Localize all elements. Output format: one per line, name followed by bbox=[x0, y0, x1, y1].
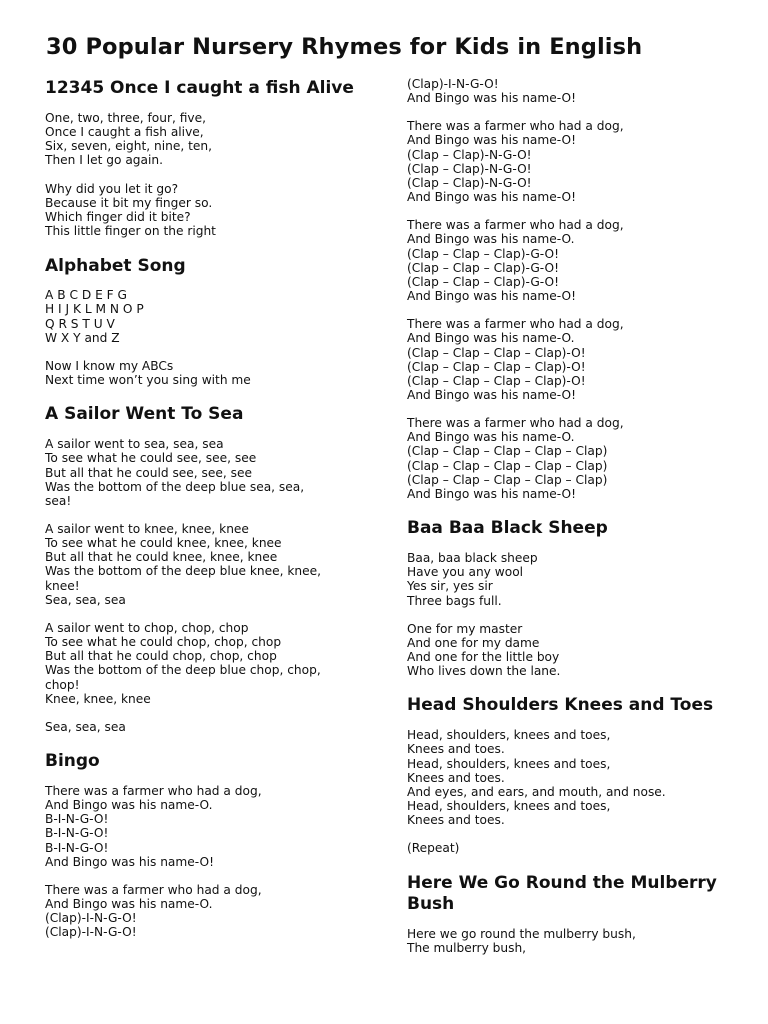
verse-line: But all that he could knee, knee, knee bbox=[45, 550, 278, 565]
rhyme-heading: Head Shoulders Knees and Toes bbox=[407, 695, 714, 716]
verse-line: (Clap – Clap – Clap – Clap)-O! bbox=[407, 373, 586, 388]
verse-line: (Clap – Clap – Clap)-G-O! bbox=[407, 260, 559, 275]
verse-line: Why did you let it go? bbox=[45, 181, 179, 196]
verse-paragraph bbox=[407, 416, 737, 501]
verse-line: Sea, sea, sea bbox=[45, 592, 126, 607]
verse-line: And Bingo was his name-O! bbox=[45, 854, 214, 869]
verse-line: And Bingo was his name-O! bbox=[407, 486, 576, 501]
verse-line: Yes sir, yes sir bbox=[407, 579, 493, 594]
verse-line: B-I-N-G-O! bbox=[45, 826, 109, 841]
verse-line: There was a farmer who had a dog, bbox=[45, 882, 262, 897]
verse-paragraph bbox=[407, 728, 737, 827]
verse-line: And Bingo was his name-O! bbox=[407, 91, 576, 106]
verse-line: Knee, knee, knee bbox=[45, 691, 151, 706]
verse-line: (Clap – Clap)-N-G-O! bbox=[407, 161, 532, 176]
verse-line: There was a farmer who had a dog, bbox=[407, 119, 624, 134]
verse-line: (Clap – Clap)-N-G-O! bbox=[407, 175, 532, 190]
verse-line: Next time won’t you sing with me bbox=[45, 373, 251, 388]
verse-line: H I J K L M N O P bbox=[45, 302, 144, 317]
verse-line: (Clap – Clap – Clap – Clap – Clap) bbox=[407, 458, 608, 473]
verse-paragraph bbox=[407, 927, 737, 955]
verse-line: One for my master bbox=[407, 621, 523, 636]
verse-line: There was a farmer who had a dog, bbox=[45, 784, 262, 798]
verse-line: W X Y and Z bbox=[45, 330, 120, 345]
verse-line: Which finger did it bite? bbox=[45, 209, 191, 224]
verse-line: And eyes, and ears, and mouth, and nose. bbox=[407, 784, 666, 799]
verse-line: Knees and toes. bbox=[407, 742, 505, 757]
verse-paragraph bbox=[45, 437, 367, 508]
verse-line: A sailor went to sea, sea, sea bbox=[45, 437, 224, 452]
verse-paragraph bbox=[407, 119, 737, 204]
verse-line: Once I caught a fish alive, bbox=[45, 125, 204, 140]
verse-line: Q R S T U V bbox=[45, 316, 115, 331]
verse-line: And Bingo was his name-O! bbox=[407, 289, 576, 304]
verse-line: Was the bottom of the deep blue chop, chop, bbox=[45, 663, 321, 678]
verse-line: And Bingo was his name-O! bbox=[407, 133, 576, 148]
verse-line: Have you any wool bbox=[407, 565, 524, 580]
verse-line: (Clap)-I-N-G-O! bbox=[45, 911, 137, 926]
verse-line: Who lives down the lane. bbox=[407, 664, 561, 679]
verse-paragraph bbox=[407, 551, 737, 608]
verse-line: (Clap)-I-N-G-O! bbox=[407, 77, 499, 91]
verse-paragraph bbox=[45, 784, 367, 869]
verse-line: The mulberry bush, bbox=[407, 940, 527, 955]
verse-paragraph bbox=[407, 77, 737, 105]
verse-line: But all that he could chop, chop, chop bbox=[45, 649, 277, 664]
verse-line: chop! bbox=[45, 677, 80, 692]
verse-line: There was a farmer who had a dog, bbox=[407, 416, 624, 431]
rhyme-heading: Baa Baa Black Sheep bbox=[407, 518, 608, 539]
right-column bbox=[407, 77, 737, 955]
verse-line: Was the bottom of the deep blue knee, knee, bbox=[45, 564, 322, 579]
verse-line: There was a farmer who had a dog, bbox=[407, 218, 624, 233]
verse-line: And Bingo was his name-O. bbox=[407, 430, 575, 445]
verse-line: Because it bit my finger so. bbox=[45, 195, 213, 210]
verse-paragraph bbox=[45, 720, 367, 734]
verse-paragraph bbox=[407, 841, 737, 855]
verse-line: (Clap – Clap – Clap)-G-O! bbox=[407, 246, 559, 261]
page-title: 30 Popular Nursery Rhymes for Kids in English bbox=[46, 34, 643, 60]
verse-line: A B C D E F G bbox=[45, 288, 127, 303]
verse-line: And Bingo was his name-O. bbox=[407, 331, 575, 346]
verse-line: Six, seven, eight, nine, ten, bbox=[45, 139, 212, 154]
rhyme-heading: Alphabet Song bbox=[45, 256, 186, 277]
verse-line: (Repeat) bbox=[407, 841, 460, 856]
verse-line: And Bingo was his name-O! bbox=[407, 387, 576, 402]
verse-line: sea! bbox=[45, 493, 72, 508]
verse-line: A sailor went to chop, chop, chop bbox=[45, 620, 249, 635]
verse-line: (Clap – Clap – Clap)-G-O! bbox=[407, 274, 559, 289]
verse-line: Head, shoulders, knees and toes, bbox=[407, 756, 611, 771]
verse-line: Now I know my ABCs bbox=[45, 358, 174, 373]
verse-line: A sailor went to knee, knee, knee bbox=[45, 521, 249, 536]
verse-paragraph bbox=[45, 111, 367, 168]
verse-paragraph bbox=[407, 622, 737, 679]
verse-line: (Clap – Clap – Clap – Clap)-O! bbox=[407, 359, 586, 374]
rhyme-heading: Bingo bbox=[45, 751, 100, 771]
verse-line: Knees and toes. bbox=[407, 770, 505, 785]
verse-line: B-I-N-G-O! bbox=[45, 840, 109, 855]
verse-line: To see what he could knee, knee, knee bbox=[45, 536, 282, 551]
verse-paragraph bbox=[45, 288, 367, 345]
verse-line: And one for my dame bbox=[407, 635, 540, 650]
verse-line: This little finger on the right bbox=[45, 224, 216, 239]
rhyme-heading: A Sailor Went To Sea bbox=[45, 404, 244, 425]
verse-line: B-I-N-G-O! bbox=[45, 812, 109, 827]
verse-paragraph bbox=[45, 883, 367, 940]
verse-line: And Bingo was his name-O. bbox=[407, 232, 575, 247]
verse-paragraph bbox=[45, 182, 367, 239]
verse-line: Three bags full. bbox=[407, 593, 502, 608]
verse-line: (Clap – Clap – Clap – Clap – Clap) bbox=[407, 472, 608, 487]
verse-line: One, two, three, four, five, bbox=[45, 111, 206, 125]
verse-line: Here we go round the mulberry bush, bbox=[407, 926, 636, 941]
verse-line: (Clap – Clap – Clap – Clap)-O! bbox=[407, 345, 586, 360]
verse-paragraph bbox=[407, 218, 737, 303]
verse-line: (Clap – Clap – Clap – Clap – Clap) bbox=[407, 444, 608, 459]
left-column bbox=[45, 78, 367, 940]
verse-line: Baa, baa black sheep bbox=[407, 551, 538, 566]
verse-line: And Bingo was his name-O. bbox=[45, 798, 213, 813]
rhyme-heading: Here We Go Round the Mulberry Bush bbox=[407, 872, 717, 914]
verse-line: And Bingo was his name-O! bbox=[407, 190, 576, 205]
verse-line: And Bingo was his name-O. bbox=[45, 897, 213, 912]
verse-line: There was a farmer who had a dog, bbox=[407, 317, 624, 332]
verse-line: But all that he could see, see, see bbox=[45, 465, 252, 480]
verse-line: Was the bottom of the deep blue sea, sea, bbox=[45, 479, 305, 494]
verse-line: Head, shoulders, knees and toes, bbox=[407, 728, 611, 743]
verse-paragraph bbox=[407, 317, 737, 402]
rhyme-heading: 12345 Once I caught a fish Alive bbox=[45, 78, 354, 98]
verse-line: (Clap)-I-N-G-O! bbox=[45, 925, 137, 940]
verse-line: (Clap – Clap)-N-G-O! bbox=[407, 147, 532, 162]
verse-paragraph bbox=[45, 522, 367, 607]
verse-line: Sea, sea, sea bbox=[45, 719, 126, 734]
verse-line: Then I let go again. bbox=[45, 153, 163, 168]
verse-line: knee! bbox=[45, 578, 80, 593]
verse-line: To see what he could chop, chop, chop bbox=[45, 635, 282, 650]
verse-line: And one for the little boy bbox=[407, 650, 560, 664]
verse-paragraph bbox=[45, 621, 367, 706]
verse-line: Knees and toes. bbox=[407, 813, 505, 828]
verse-line: Head, shoulders, knees and toes, bbox=[407, 799, 611, 814]
verse-paragraph bbox=[45, 359, 367, 387]
verse-line: To see what he could see, see, see bbox=[45, 451, 257, 466]
